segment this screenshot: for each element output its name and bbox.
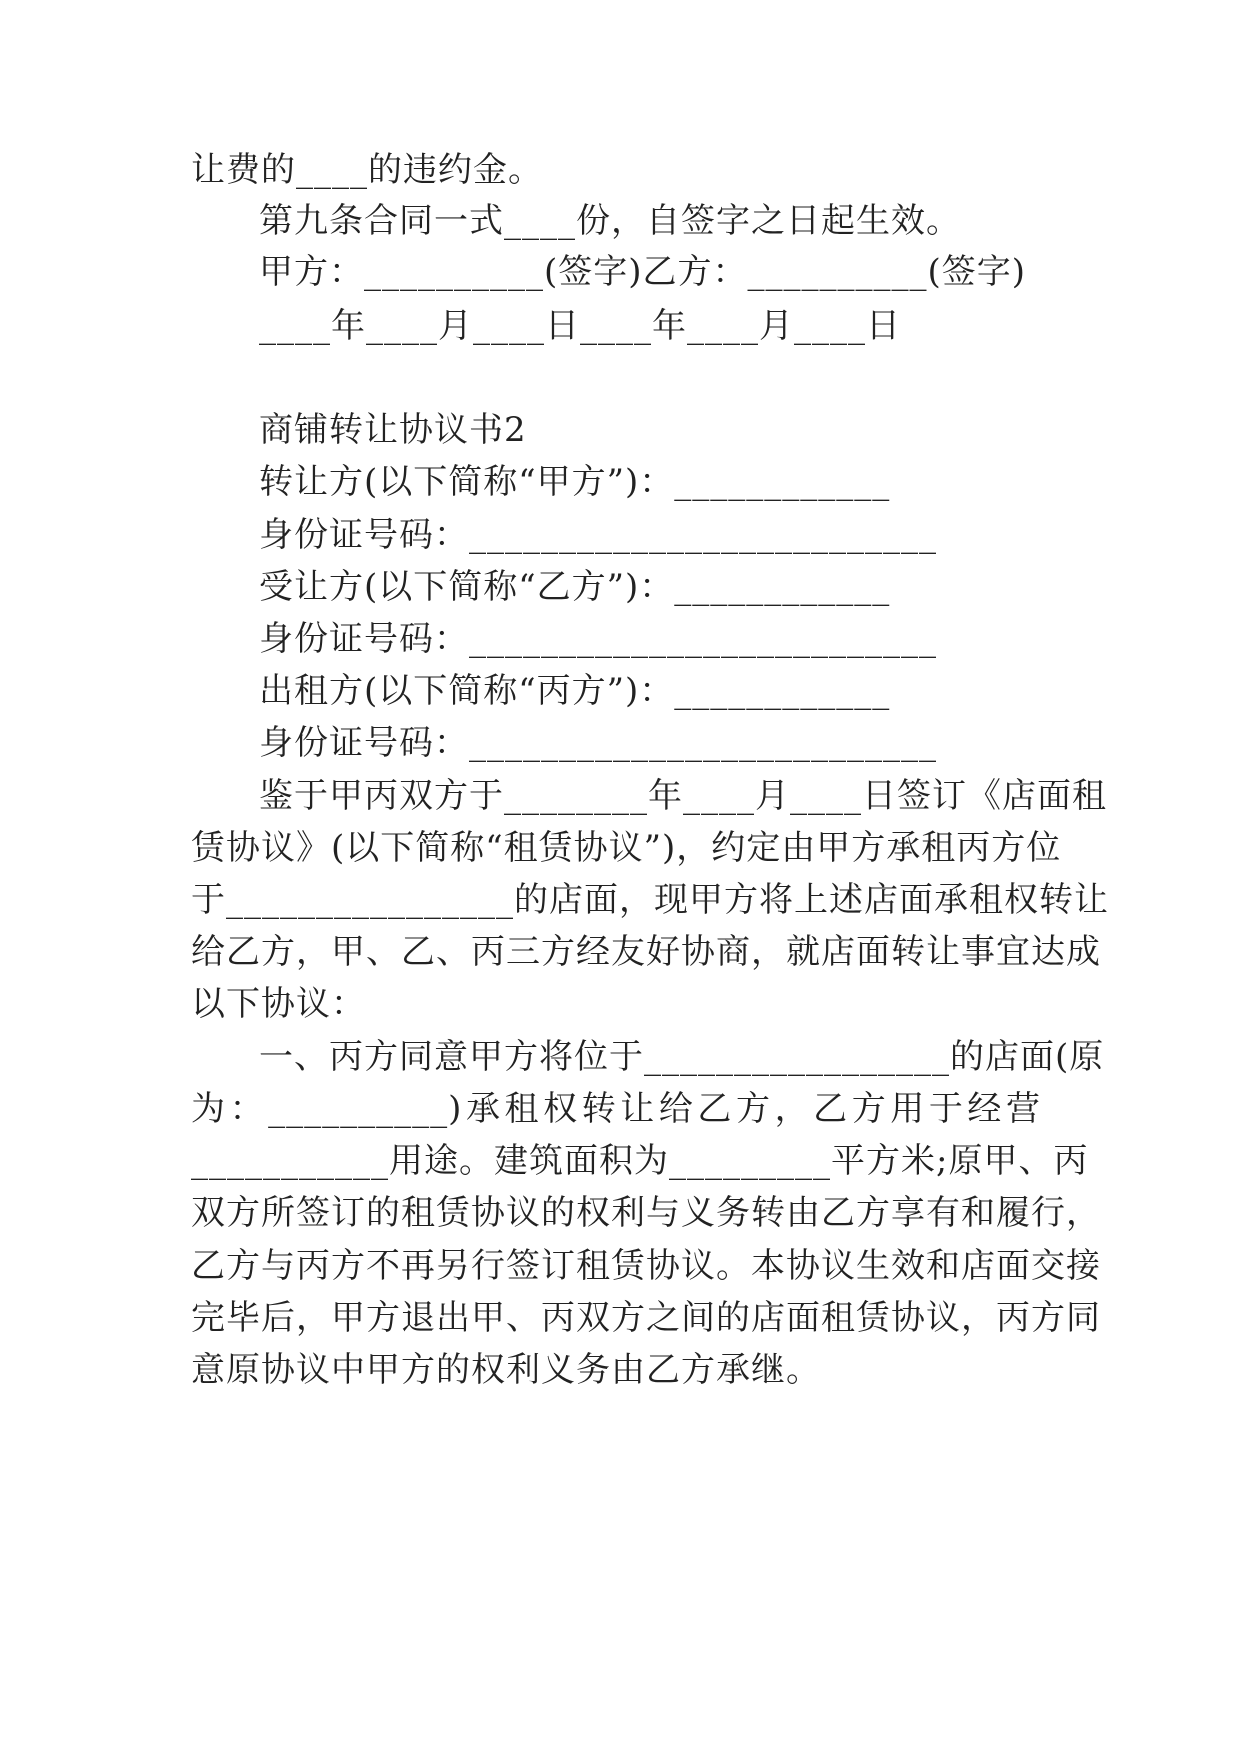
text-line-dates: ____年____月____日____年____月____日: [259, 306, 901, 346]
text-line-id-transferee: 身份证号码：__________________________: [259, 619, 937, 659]
text-line-clause-1-7: 意原协议中甲方的权利义务由乙方承继。: [191, 1350, 821, 1390]
text-line-penalty: 让费的____的违约金。: [191, 150, 543, 190]
text-line-clause-1-4: 双方所签订的租赁协议的权利与义务转由乙方享有和履行，: [191, 1193, 1101, 1233]
text-line-whereas-3: 于________________的店面，现甲方将上述店面承租权转让: [191, 880, 1109, 920]
text-line-whereas-2: 赁协议》(以下简称“租赁协议”)，约定由甲方承租丙方位: [191, 828, 1062, 868]
text-line-whereas-5: 以下协议：: [191, 984, 366, 1024]
text-line-clause-1-2: 为：__________)承租权转让给乙方，乙方用于经营: [191, 1089, 1041, 1129]
text-line-clause-1-3: ___________用途。建筑面积为_________平方米;原甲、丙: [191, 1141, 1089, 1181]
text-line-clause-1-6: 完毕后，甲方退出甲、丙双方之间的店面租赁协议，丙方同: [191, 1298, 1101, 1338]
text-line-lessor: 出租方(以下简称“丙方”)：____________: [259, 671, 891, 711]
text-line-whereas-4: 给乙方，甲、乙、丙三方经友好协商，就店面转让事宜达成: [191, 932, 1101, 972]
text-line-clause-1-1: 一、丙方同意甲方将位于_________________的店面(原: [259, 1037, 1105, 1077]
text-line-clause-1-5: 乙方与丙方不再另行签订租赁协议。本协议生效和店面交接: [191, 1246, 1101, 1286]
text-line-transferee: 受让方(以下简称“乙方”)：____________: [259, 567, 891, 607]
text-line-id-transferor: 身份证号码：__________________________: [259, 515, 937, 555]
text-line-transferor: 转让方(以下简称“甲方”)：____________: [259, 462, 891, 502]
text-line-id-lessor: 身份证号码：__________________________: [259, 723, 937, 763]
section-title: 商铺转让协议书2: [259, 410, 527, 450]
text-line-signatures: 甲方：__________(签字)乙方：__________(签字): [259, 252, 1027, 292]
text-line-whereas-1: 鉴于甲丙双方于________年____月____日签订《店面租: [259, 776, 1107, 816]
text-line-article-9: 第九条合同一式____份，自签字之日起生效。: [259, 201, 961, 241]
